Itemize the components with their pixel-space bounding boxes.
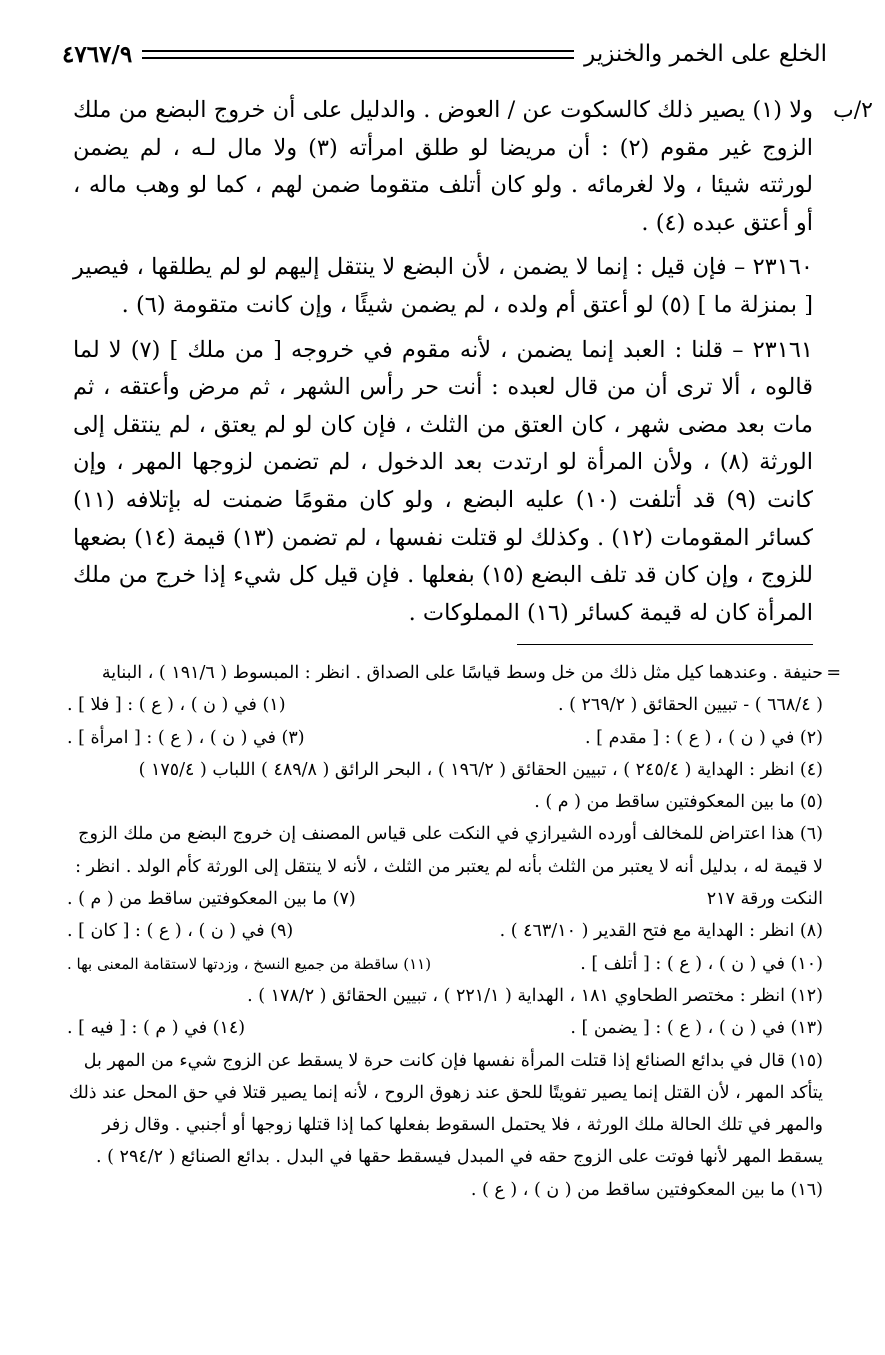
footnote-11: (١١) ساقطة من جميع النسخ ، وزدتها لاستقامة المعنى بها . bbox=[67, 954, 432, 973]
footnote-6: (٦) هذا اعتراض للمخالف أورده الشيرازي في النكت على قياس المصنف إن خروج البضع من ملك الزوج bbox=[78, 824, 823, 845]
footnote-10: (١٠) في ( ن ) ، ( ع ) : [ أتلف ] . bbox=[580, 953, 823, 974]
footnote-12: (١٢) انظر : مختصر الطحاوي ١٨١ ، الهداية ( ٢٢١/١ ) ، تبيين الحقائق ( ١٧٨/٢ ) . bbox=[247, 985, 823, 1006]
footnote-row bbox=[67, 722, 823, 754]
continuation-marker: = bbox=[826, 663, 841, 683]
footnote-2: (٢) في ( ن ) ، ( ع ) : [ مقدم ] . bbox=[585, 727, 823, 748]
footnote-row bbox=[67, 948, 823, 980]
footnote-3: (٣) في ( ن ) ، ( ع ) : [ امرأة ] . bbox=[67, 727, 305, 748]
footnote-9: (٩) في ( ن ) ، ( ع ) : [ كان ] . bbox=[67, 921, 294, 942]
footnote-continuation-end: ( ٦٦٨/٤ ) - تبيين الحقائق ( ٢٦٩/٢ ) . bbox=[557, 695, 823, 716]
running-header bbox=[62, 34, 827, 74]
paragraph-23160: ٢٣١٦٠ – فإن قيل : إنما لا يضمن ، لأن البضع لا ينتقل إليهم لو لم يطلقها ، فيصير [ بمنزلة ما ] (٥) لو أعتق أم ولده ، لم يضمن شيئًا ، وإن كانت متقومة (٦) . bbox=[73, 254, 813, 318]
footnote-14: (١٤) في ( م ) : [ فيه ] . bbox=[67, 1018, 246, 1039]
footnote-15-line-3: والمهر في تلك الحالة ملك الورثة ، فلا يحتمل السقوط بفعلها كما إذا قتلها زوجها أو أجنبي . وقال زفر bbox=[102, 1115, 823, 1136]
main-text bbox=[73, 92, 813, 639]
footnote-6-line-3: النكت ورقة ٢١٧ bbox=[706, 889, 823, 910]
footnote-15-line-2: يتأكد المهر ، لأن القتل إنما يصير تفويتًا للحق عند زهوق الروح ، لأنه إنما يصير قتلا في حق المحل عند ذلك bbox=[68, 1082, 823, 1103]
footnote-16: (١٦) ما بين المعكوفتين ساقط من ( ن ) ، ( ع ) . bbox=[470, 1179, 823, 1200]
footnote-5: (٥) ما بين المعكوفتين ساقط من ( م ) . bbox=[534, 792, 823, 813]
footnote-8: (٨) انظر : الهداية مع فتح القدير ( ٤٦٣/١٠ ) . bbox=[499, 921, 823, 942]
footnote-7: (٧) ما بين المعكوفتين ساقط من ( م ) . bbox=[67, 889, 356, 910]
footnote-13: (١٣) في ( ن ) ، ( ع ) : [ يضمن ] . bbox=[570, 1018, 823, 1039]
footnote-continuation: = حنيفة . وعندهما كيل مثل ذلك من خل وسط قياسًا على الصداق . انظر : المبسوط ( ١٩١/٦ ) ، البناية bbox=[67, 657, 823, 689]
footnote-6-line-2: لا قيمة له ، بدليل أنه لا يعتبر من الثلث بأنه لم يعتبر من الثلث ، لأنه لا ينتقل إلى الورثة كأم الولد . انظر : bbox=[75, 856, 823, 877]
footnotes bbox=[67, 657, 841, 1206]
footnote-row bbox=[67, 1012, 823, 1044]
footnote-4: (٤) انظر : الهداية ( ٢٤٥/٤ ) ، تبيين الحقائق ( ١٩٦/٢ ) ، البحر الرائق ( ٤٨٩/٨ ) اللباب ( ١٧٥/٤ ) bbox=[138, 759, 823, 780]
footnote-row bbox=[67, 689, 823, 721]
footnote-15: (١٥) قال في بدائع الصنائع إذا قتلت المرأة نفسها فإن كانت حرة لا يسقط عن الزوج شيء من المهر بل bbox=[83, 1050, 823, 1071]
footnote-15-line-4: يسقط المهر لأنها فوتت على الزوج حقه في المبدل فيسقط حقها في البدل . بدائع الصنائع ( ٢٩٤/٢ ) . bbox=[96, 1147, 823, 1168]
footnote-separator bbox=[517, 644, 813, 645]
page-reference: ٤٧٦٧/٩ bbox=[62, 40, 133, 68]
paragraph-23161: ٢٣١٦١ – قلنا : العبد إنما يضمن ، لأنه مقوم في خروجه [ من ملك ] (٧) لا لما قالوه ، ألا ترى أن من قال لعبده : أنت حر رأس الشهر ، ثم مرض وأعتقه ، ثم مات بعد مضى شهر ، كان العتق من الثلث ، فإن كان لو لم يعتق ، لم ينتقل إلى الورثة (٨) ، ولأن المرأة لو ارتدت بعد الدخول ، لم تضمن لزوجها المهر ، وإن كانت (٩) قد أتلفت (١٠) عليه البضع ، ولو كان مقومًا ضمنت له بإتلافه (١١) كسائر المقومات (١٢) . وكذلك لو قتلت نفسها ، لم تضمن (١٣) قيمة (١٤) بضعها للزوج ، وإن كان قد تلف البضع (١٥) بفعلها . فإن قيل كل شيء إذا خرج من ملك المرأة كان له قيمة كسائر (١٦) المملوكات . bbox=[73, 336, 814, 626]
running-title: الخلع على الخمر والخنزير bbox=[584, 41, 827, 67]
manuscript-folio-marker: ٢/ب bbox=[833, 98, 873, 123]
paragraph-1: ولا (١) يصير ذلك كالسكوت عن / العوض . والدليل على أن خروج البضع من ملك الزوج غير مقوم (٢) : أن مريضا لو طلق امرأته (٣) ولا مال لـه ، لم يضمن لورثته شيئا ، ولا لغرمائه . ولو كان أتلف متقوما ضمن لهم ، كما لو وهب ماله ، أو أعتق عبده (٤) . bbox=[73, 97, 814, 236]
footnote-row bbox=[67, 883, 823, 915]
footnote-row bbox=[67, 915, 823, 947]
header-rule bbox=[142, 50, 574, 59]
footnote-1: (١) في ( ن ) ، ( ع ) : [ فلا ] . bbox=[67, 695, 286, 716]
